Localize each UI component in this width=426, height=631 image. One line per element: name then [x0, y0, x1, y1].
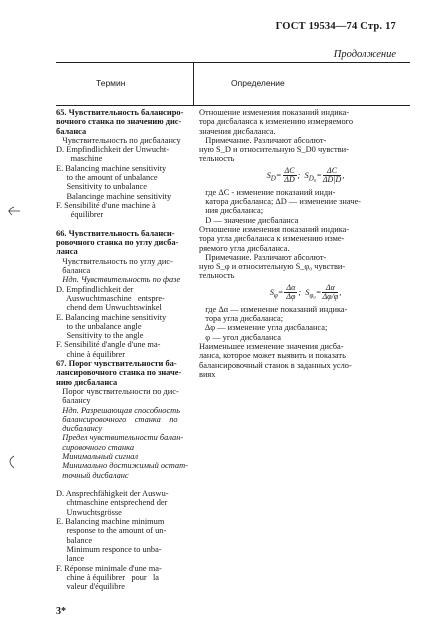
- term-line: дисбалансу: [56, 424, 103, 434]
- term-line: chtmaschine entsprechend der: [56, 498, 168, 508]
- definition-line: тельность: [199, 154, 235, 164]
- term-line: Предел чувствительности балан-: [56, 433, 184, 443]
- continuation-label: Продолжение: [333, 49, 396, 60]
- term-line: 65. Чувствительность балансиро-: [56, 108, 184, 117]
- term-line: 66. Чувствительность баланси-: [56, 228, 175, 238]
- definition-line: тора угла дисбаланса;: [199, 314, 284, 324]
- definition-line: ную S_D и относительную S_D0 чувстви-: [199, 145, 349, 155]
- term-line: Balancinge machine sensitivity: [56, 191, 172, 201]
- term-line: Минимальный сигнал: [56, 451, 139, 461]
- definition-line: φ — угол дисбаланса: [199, 332, 281, 342]
- term-line: баланса: [56, 126, 87, 136]
- definition-line: тельность: [199, 271, 235, 281]
- formula-sensitivity-angle: $S_\varphi=$ $\frac{\Delta\alpha}{\Delta\varphi}$ ; $S_{\varphi_0}=$ $\frac{\Delta\alpha}{\Delta\varphi/\varphi}$ ,: [269, 282, 342, 302]
- term-line: точный дисбаланс: [56, 470, 129, 480]
- definition-line: ния дисбаланса;: [199, 206, 264, 216]
- term-line: balance: [56, 535, 93, 545]
- definition-line: катора дисбаланса; ΔD — изменение значе-: [199, 197, 361, 207]
- term-line: to the amount of unbalance: [56, 173, 158, 183]
- term-line: F. Réponse minimale d'une ma-: [56, 563, 162, 573]
- term-line: лансировочного станка по значе-: [56, 368, 182, 378]
- term-line: F. Sensibilité d'une machine à: [56, 200, 156, 210]
- term-line: D. Empfindlichkeit der Unwucht-: [56, 145, 170, 155]
- definition-line: тора дисбаланса к изменению измеряемого: [199, 117, 354, 127]
- term-line: D. Ansprechfähigkeit der Auswu-: [56, 489, 169, 499]
- term-line: chine à équilibrer: [56, 349, 126, 359]
- term-line: Чувствительность по дисбалансу: [56, 135, 181, 145]
- term-line: chend dem Unwuchtswinkel: [56, 303, 162, 313]
- term-line: Sensitivity to the angle: [56, 331, 144, 341]
- term-line: нию дисбаланса: [56, 377, 118, 387]
- term-line: E. Balancing machine sensitivity: [56, 312, 167, 322]
- definition-line: виях: [199, 369, 216, 379]
- term-line: to the unbalance angle: [56, 321, 142, 331]
- term-line: Ндп. Чувствительность по фазе: [56, 275, 181, 285]
- term-line: баланса: [56, 266, 91, 276]
- term-line: ланса: [56, 247, 78, 257]
- definition-line: значения дисбаланса.: [199, 126, 276, 136]
- term-line: вочного станка по значению дис-: [56, 117, 182, 127]
- definition-line: Δφ — изменение угла дисбаланса;: [199, 323, 328, 333]
- definition-line: тора угла дисбаланса к изменению изме-: [199, 234, 345, 244]
- term-line: балансировочного станка по: [56, 414, 178, 424]
- term-line: Sensitivity to unbalance: [56, 182, 147, 192]
- definition-line: ланса, которое может выявить и показать: [199, 351, 346, 361]
- definition-line: где Δα — изменение показаний индика-: [199, 304, 348, 314]
- term-line: Ндп. Разрешающая способность: [56, 405, 181, 415]
- definition-line: ряемого угла дисбаланса.: [199, 243, 290, 253]
- term-line: F. Sensibilité d'angle d'une ma-: [56, 340, 161, 350]
- definition-line: Примечание. Различают абсолют-: [199, 252, 327, 262]
- definition-line: где ΔC - изменение показаний инди-: [199, 187, 336, 197]
- term-line: Чувствительность по углу дис-: [56, 256, 173, 266]
- term-line: Minimum responce to unba-: [56, 544, 162, 554]
- term-line: 67. Порог чувствительности ба-: [56, 359, 177, 369]
- term-line: response to the amount of un-: [56, 526, 167, 536]
- term-line: E. Balancing machine sensitivity: [56, 163, 167, 173]
- standard-number: ГОСТ 19534—74: [275, 21, 358, 32]
- term-line: Unwuchtsgrösse: [56, 507, 122, 517]
- term-line: сировочного станка: [56, 442, 135, 452]
- definition-line: Примечание. Различают абсолют-: [199, 135, 327, 145]
- term-line: D. Empfindlichkeit der: [56, 284, 134, 294]
- term-column-header: Термин: [96, 78, 126, 88]
- definition-line: балансировочный станок в заданных усло-: [199, 360, 352, 370]
- page-footer-number: 3*: [56, 606, 66, 617]
- term-line: lance: [56, 554, 85, 564]
- formula-sensitivity-unbalance: $S_D=$ $\frac{\Delta C}{\Delta D}$ ; $S_{D_0}=$ $\frac{\Delta C}{\Delta D|D}$ ,: [266, 165, 345, 185]
- definition-line: Отношение изменения показаний индика-: [199, 224, 350, 234]
- term-line: équilibrer: [56, 210, 104, 220]
- term-line: Минимально достижимый остат-: [56, 461, 188, 471]
- term-line: maschine: [56, 154, 103, 164]
- definition-line: Отношение изменения показаний индика-: [199, 108, 350, 117]
- term-line: valeur d'équilibre: [56, 582, 125, 592]
- definition-line: Наименьшее изменение значения дисба-: [199, 341, 344, 351]
- definition-line: ную S_φ и относительную S_φ₀ чувстви-: [199, 262, 346, 272]
- term-line: chine à équilibrer pour la: [56, 572, 160, 582]
- margin-bracket-mark-2: [10, 456, 14, 468]
- term-line: Auswuchtmaschine entspre-: [56, 293, 165, 303]
- margin-bracket-mark: [8, 207, 20, 215]
- term-line: балансу: [56, 396, 91, 406]
- page-number-label: Стр. 17: [360, 21, 396, 32]
- term-line: Порог чувствительности по дис-: [56, 386, 179, 396]
- definition-column-header: Определение: [231, 78, 285, 88]
- term-line: E. Balancing machine minimum: [56, 517, 165, 527]
- term-line: ровочного станка по углу дисба-: [56, 238, 179, 248]
- definition-line: D — значение дисбаланса: [199, 215, 299, 225]
